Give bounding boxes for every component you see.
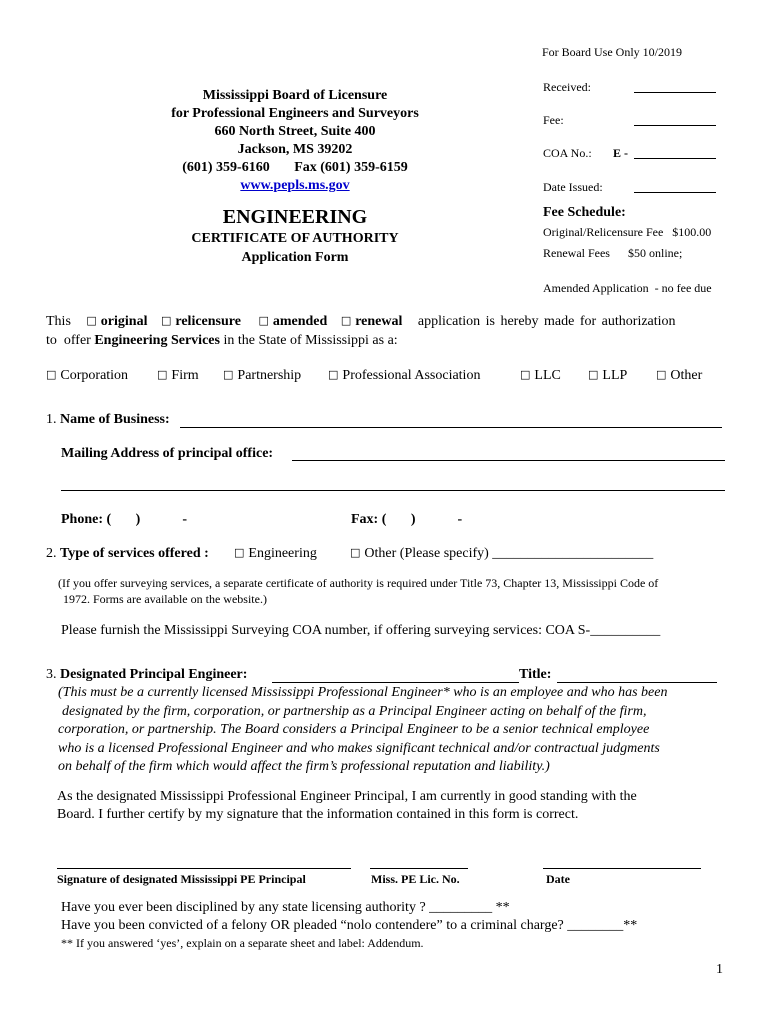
surveying-note-2: 1972. Forms are available on the website.) [63, 592, 267, 606]
date-issued-label: Date Issued: [543, 180, 603, 194]
surveying-coa-request[interactable]: Please furnish the Mississippi Surveying COA number, if offering surveying services: COA S-__________ [61, 623, 661, 638]
certification-statement: As the designated Mississippi Professional Engineer Principal, I am currently in good standing with the Board. I further certify by my signature that the information contained in this form is correct. [57, 789, 637, 822]
date-label: Date [546, 872, 570, 886]
entity-firm[interactable]: □ Firm [157, 368, 199, 383]
addendum-note: ** If you answered ‘yes’, explain on a separate sheet and label: Addendum. [61, 936, 424, 950]
header-line: 660 North Street, Suite 400 [214, 124, 376, 139]
business-name-field[interactable] [180, 427, 722, 428]
page-title: ENGINEERING [222, 206, 368, 228]
board-address [130, 87, 460, 195]
service-engineering[interactable]: □ Engineering [234, 546, 317, 561]
coa-prefix: E - [613, 146, 628, 160]
fee-label: Fee: [543, 113, 564, 127]
page-number: 1 [716, 962, 723, 977]
phone-label[interactable]: Phone: ( ) - [61, 512, 187, 527]
entity-llp[interactable]: □ LLP [588, 368, 628, 383]
principal-engineer-field[interactable] [272, 682, 519, 683]
header-line: Mississippi Board of Licensure [202, 88, 388, 103]
entity-professional-association[interactable]: □ Professional Association [328, 368, 481, 383]
mailing-address-field-2[interactable] [61, 490, 725, 491]
coa-no-line[interactable] [634, 158, 716, 159]
discipline-question[interactable]: Have you ever been disciplined by any state licensing authority ? _________ ** [61, 900, 510, 915]
fee-amended: Amended Application - no fee due [543, 281, 712, 295]
fee-schedule-title: Fee Schedule: [543, 205, 626, 220]
felony-question[interactable]: Have you been convicted of a felony OR pleaded “nolo contendere” to a criminal charge? ________** [61, 918, 638, 933]
principal-engineer-note: (This must be a currently licensed Mississippi Professional Engineer* who is an employee and who has been designated by the firm, corporation, or partnership as a Principal Engineer acting on behalf of the firm, corporation, or partnership. The Board considers a Principal Engineer to be a senior technical employee who is a licensed Professional Engineer and who makes significant technical and/or contractual judgments on behalf of the firm which would affect the firm’s professional reputation and liability.) [58, 685, 668, 774]
mailing-address-field[interactable] [292, 460, 725, 461]
mailing-label: Mailing Address of principal office: [61, 446, 274, 461]
service-other[interactable]: □ Other (Please specify) _______________________ [350, 546, 654, 561]
intro-rest: application is hereby made for authorization [417, 314, 676, 329]
form-name: Application Form [241, 250, 349, 265]
intro-line-1 [46, 314, 676, 330]
title-label: Title: [519, 667, 552, 682]
website-link[interactable]: www.pepls.ms.gov [240, 178, 350, 193]
entity-other[interactable]: □ Other [656, 368, 703, 383]
license-number-line[interactable] [370, 868, 468, 869]
board-use-label: For Board Use Only 10/2019 [542, 45, 682, 59]
header-line: Jackson, MS 39202 [237, 142, 353, 157]
q1-label: 1. Name of Business: [46, 412, 170, 427]
checkbox-original[interactable]: □ original [86, 314, 148, 329]
entity-corporation[interactable]: □ Corporation [46, 368, 129, 383]
signature-line[interactable] [57, 868, 351, 869]
entity-llc[interactable]: □ LLC [520, 368, 561, 383]
checkbox-amended[interactable]: □ amended [258, 314, 328, 329]
received-label: Received: [543, 80, 591, 94]
intro-this: This [46, 314, 71, 329]
fax-label[interactable]: Fax: ( ) - [351, 512, 463, 527]
header-line: for Professional Engineers and Surveyors [171, 106, 419, 121]
header-line: (601) 359-6160 Fax (601) 359-6159 [182, 160, 408, 175]
surveying-note: (If you offer surveying services, a separate certificate of authority is required under Title 73, Chapter 13, Mississippi Code of [58, 576, 659, 590]
checkbox-relicensure[interactable]: □ relicensure [160, 314, 241, 329]
q3-label: 3. Designated Principal Engineer: [46, 667, 248, 682]
entity-partnership[interactable]: □ Partnership [223, 368, 302, 383]
license-number-label: Miss. PE Lic. No. [371, 872, 460, 886]
q2-label: 2. Type of services offered : [46, 546, 209, 561]
received-line[interactable] [634, 92, 716, 93]
fee-original: Original/Relicensure Fee $100.00 [543, 225, 712, 239]
title-field[interactable] [557, 682, 717, 683]
fee-renewal: Renewal Fees $50 online; [543, 246, 683, 260]
intro-line-2: to offer Engineering Services in the State of Mississippi as a: [46, 333, 398, 348]
signature-label: Signature of designated Mississippi PE Principal [57, 872, 306, 886]
coa-no-label: COA No.: [543, 146, 592, 160]
fee-line[interactable] [634, 125, 716, 126]
date-line[interactable] [543, 868, 701, 869]
checkbox-renewal[interactable]: □ renewal [340, 314, 403, 329]
date-issued-line[interactable] [634, 192, 716, 193]
page-subtitle: CERTIFICATE OF AUTHORITY [191, 231, 399, 246]
